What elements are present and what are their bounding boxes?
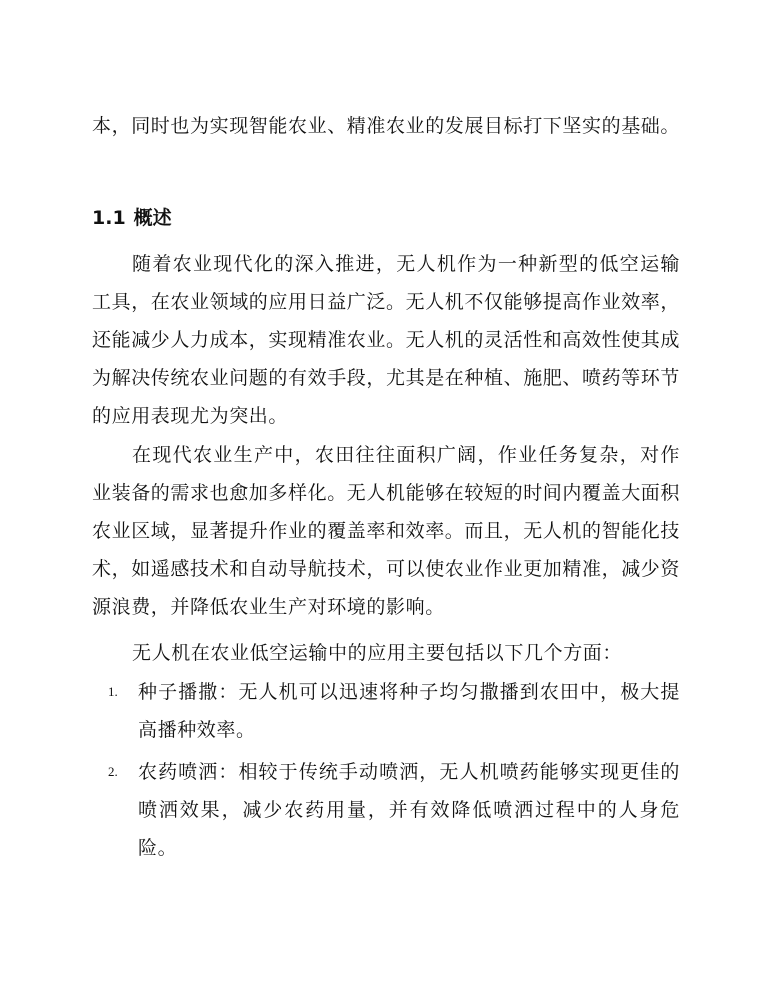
list-marker: 2. [108,764,118,779]
section-title: 概述 [133,207,172,229]
body-paragraph: 随着农业现代化的深入推进，无人机作为一种新型的低空运输工具，在农业领域的应用日益广泛。无人机不仅能够提高作业效率，还能减少人力成本，实现精准农业。无人机的灵活性和高效性使其成为解决传统农业问题的有效手段，尤其是在种植、施肥、喷药等环节的应用表现尤为突出。 [92,253,681,427]
section-heading [92,203,172,233]
list-marker: 1. [108,684,118,699]
list-item [108,753,680,867]
section-number: 1.1 [92,207,126,229]
body-paragraph: 在现代农业生产中，农田往往面积广阔，作业任务复杂，对作业装备的需求也愈加多样化。无人机能够在较短的时间内覆盖大面积农业区域，显著提升作业的覆盖率和效率。而且，无人机的智能化技术，如遥感技术和自动导航技术，可以使农业作业更加精准，减少资源浪费，并降低农业生产对环境的影响。 [92,444,681,618]
intro-continuation-paragraph: 本，同时也为实现智能农业、精准农业的发展目标打下坚实的基础。 [92,115,681,137]
list-item [108,673,680,749]
body-paragraph: 无人机在农业低空运输中的应用主要包括以下几个方面： [132,642,623,664]
list-item-text: 种子播撒：无人机可以迅速将种子均匀撒播到农田中，极大提高播种效率。 [138,681,680,741]
list-item-text: 农药喷洒：相较于传统手动喷洒，无人机喷药能够实现更佳的喷洒效果，减少农药用量，并有效降低喷洒过程中的人身危险。 [138,761,680,859]
